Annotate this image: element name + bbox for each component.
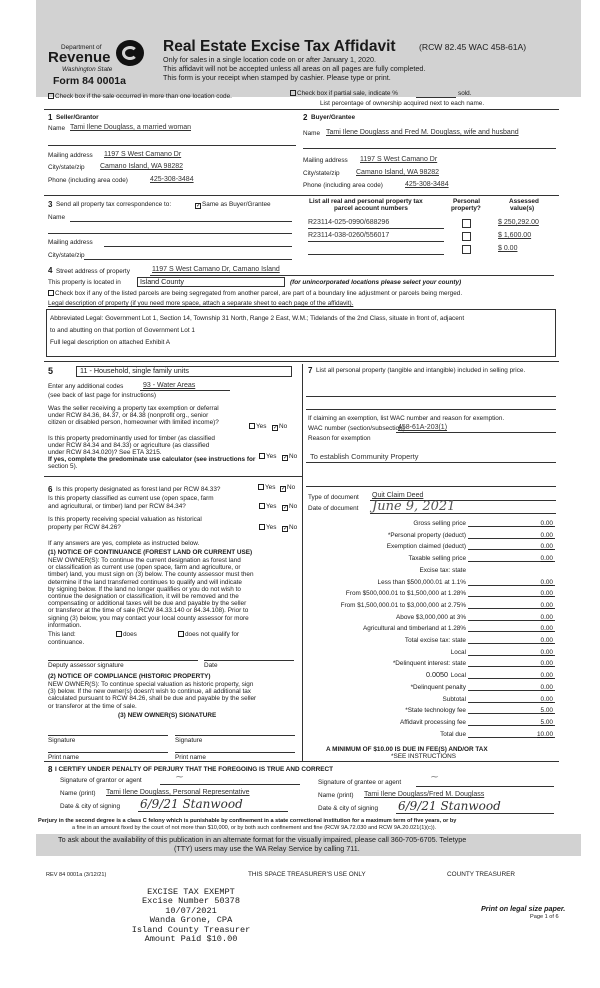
partial-sale-label: Check box if partial sale, indicate % (297, 90, 398, 97)
yes-label: Yes (266, 524, 277, 531)
seller-heading: Seller/Grantor (56, 114, 99, 121)
doctype-field[interactable]: Quit Claim Deed (372, 492, 424, 499)
stamp-line-4: Wanda Grone, CPA (149, 915, 233, 926)
parcel-col-header-2: parcel account numbers (334, 205, 408, 212)
grantee-name-field[interactable]: Tami Ilene Douglass/Fred M. Douglass (364, 791, 485, 798)
grantor-name-label: Name (print) (60, 790, 96, 797)
docdate-label: Date of document (308, 505, 359, 512)
tax-row-value: 0.00 (540, 613, 553, 621)
grantee-date-label: Date & city of signing (318, 805, 379, 812)
n1-line: signing (3) below, you may contact your local county assessor for more (48, 614, 249, 622)
grantee-sig-label: Signature of grantee or agent (318, 779, 402, 786)
tax-row-field[interactable] (468, 625, 555, 632)
tax-row (300, 555, 556, 565)
sec3-label: Send all property tax correspondence to: (56, 201, 172, 208)
dept-label: Department of (61, 44, 102, 51)
tax-row-value: 0.00 (540, 683, 553, 691)
tax-row-label: Taxable selling price (408, 555, 466, 563)
tax-row-value: 0.00 (540, 543, 553, 551)
tax-row-label: Local (450, 648, 466, 656)
sec3-number: 3 (48, 200, 53, 209)
notice3-title: (3) NEW OWNER(S) SIGNATURE (118, 712, 217, 719)
grantee-signature[interactable]: ~ (430, 770, 440, 783)
q1-line-2: under RCW 84.36, 84.37, or 84.38 (nonprofit org., senior (48, 412, 209, 419)
grantee-name-label: Name (print) (318, 792, 354, 799)
does-checkbox[interactable] (116, 631, 137, 638)
checkbox-checked-icon (282, 455, 288, 461)
sec6-q2-line-1: Is this property classified as current use (open space, farm (48, 495, 214, 502)
sec8-number: 8 (48, 765, 53, 774)
state-label: Washington State (62, 66, 113, 73)
tax-row-value: 0.00 (540, 672, 553, 680)
buyer-name-field[interactable]: Tami Ilene Douglass and Fred M. Douglass, wife and husband (326, 129, 519, 136)
stamp-line-5: Island County Treasurer (131, 924, 251, 935)
sec6-q2-line-2: and agricultural, or timber) land per RCW 84.34? (48, 503, 186, 510)
tax-row-field[interactable] (468, 520, 555, 527)
perjury-line-2: a fine in an amount fixed by the court of not more than $10,000, or by both such confinement and fine (RCW 9A.72.030 and RCW 9A.20.021(1)(c)). (72, 825, 437, 831)
tax-row-label: Affidavit processing fee (400, 718, 466, 726)
does-not-checkbox[interactable] (178, 631, 239, 638)
stamp-line-1: EXCISE TAX EXEMPT (147, 887, 235, 897)
reason-field[interactable]: To establish Community Property (310, 452, 419, 461)
tax-row-label: *Delinquent interest: state (392, 660, 466, 668)
tax-row (300, 579, 556, 589)
personal-checkbox-2[interactable] (462, 232, 471, 241)
assessed-value-3[interactable]: $ 0.00 (498, 245, 518, 252)
form-number: Form 84 0001a (53, 75, 126, 87)
tax-row-label: *State technology fee (405, 707, 466, 715)
checkbox-icon (249, 423, 255, 429)
q1-line-1: Was the seller receiving a property tax exemption or deferral (48, 405, 219, 412)
land-use-value: 11 - Household, single family units (80, 366, 189, 375)
form-title: Real Estate Excise Tax Affidavit (163, 38, 396, 55)
checkbox-checked-icon (282, 505, 288, 511)
buyer-phone-field[interactable]: 425-308-3484 (405, 181, 449, 188)
tax-row-value: 5.00 (540, 718, 553, 726)
sec3-name-label: Name (48, 214, 66, 221)
owner-sig-label-1: Signature (48, 737, 76, 744)
tax-row-value: 0.00 (540, 625, 553, 633)
tax-row-field[interactable] (468, 707, 555, 714)
revenue-logo-text: Revenue (48, 49, 111, 66)
county-select[interactable] (137, 277, 285, 287)
tax-row-value: 0.00 (540, 601, 553, 609)
street-field[interactable]: 1197 S West Camano Dr, Camano Island (152, 266, 280, 273)
tax-row (300, 660, 556, 670)
segregated-checkbox[interactable] (48, 290, 462, 297)
seller-city-field[interactable]: Camano Island, WA 98282 (100, 163, 184, 170)
sec2-number: 2 (303, 113, 308, 122)
ask-line-1: To ask about the availability of this publication in an alternate format for the visually impaired, please call 360-705-6705. Teletype (58, 835, 467, 844)
seller-name-field[interactable]: Tami Ilene Douglass, a married woman (70, 124, 191, 131)
tax-row (300, 590, 556, 600)
n1-line: compensating or additional taxes will be due and payable by the seller (48, 600, 247, 608)
grantor-sig-label: Signature of grantor or agent (60, 777, 142, 784)
yes-label: Yes (266, 453, 277, 460)
certify-label: I CERTIFY UNDER PENALTY OF PERJURY THAT THE FOREGOING IS TRUE AND CORRECT (55, 766, 334, 773)
personal-checkbox-3[interactable] (462, 245, 471, 254)
codes-label: Enter any additional codes (48, 383, 124, 390)
stamp-line-2: Excise Number 50378 (142, 896, 240, 907)
q2-line-4: If yes, complete the predominate use calculator (see instructions for (48, 456, 256, 463)
n1-line: information. (48, 621, 82, 629)
owner-print-label-1: Print name (48, 754, 79, 761)
ask-line-2: (TTY) users may use the WA Relay Service by calling 711. (174, 844, 360, 853)
parcel-number-1[interactable]: R23114-025-0990/688296 (308, 219, 390, 226)
same-as-buyer-checkbox[interactable] (195, 201, 271, 209)
tax-row-field[interactable] (468, 660, 555, 667)
tax-row-value: 0.00 (540, 555, 553, 563)
stamp-line-6: Amount Paid $10.00 (144, 934, 238, 945)
tax-row-field[interactable] (468, 532, 555, 539)
no-label: No (279, 423, 288, 430)
header-line-2: This affidavit will not be accepted unless all areas on all pages are fully completed. (163, 64, 426, 73)
tax-row (300, 614, 556, 624)
q2-line-3: under RCW 84.34.020)? See ETA 3215. (48, 449, 162, 456)
n2-line: or transferor at the time of sale. (48, 702, 137, 710)
header-line-1: Only for sales in a single location code on or after January 1, 2020. (163, 55, 376, 64)
assessed-col-header: Assessed (509, 198, 539, 205)
tax-row (300, 696, 556, 706)
tax-row-value: 0.00 (540, 590, 553, 598)
tax-row (300, 543, 556, 553)
checkbox-checked-icon (272, 425, 278, 431)
tax-row-value: 0.00 (540, 660, 553, 668)
legal-paper-note: Print on legal size paper. (481, 904, 566, 913)
notice1-title: (1) NOTICE OF CONTINUANCE (FOREST LAND OR CURRENT USE) (48, 549, 253, 556)
no-label: No (289, 503, 298, 510)
sec1-number: 1 (48, 113, 53, 122)
street-label: Street address of property (56, 268, 130, 275)
sec6-q3-no[interactable] (282, 524, 297, 532)
does-not-label: does not qualify for (185, 631, 239, 638)
parcel-col-header: List all real and personal property tax (309, 198, 423, 205)
tax-row (300, 602, 556, 612)
same-as-buyer-label: Same as Buyer/Grantee (202, 201, 271, 208)
n2-line: NEW OWNER(S): To continue special valuation as historic property, sign (48, 681, 254, 688)
n1-line: continue the designation or classification, it will be removed and the (48, 593, 239, 601)
legal-label: Legal description of property (if you need more space, attach a separate sheet to each page of the affidavit). (48, 300, 354, 307)
multi-location-checkbox[interactable] (48, 93, 232, 100)
tax-row-field[interactable] (468, 696, 555, 703)
sec6-q2-no[interactable] (282, 503, 297, 511)
does-label: does (123, 631, 137, 638)
yes-label: Yes (265, 484, 276, 491)
sec7-label: List all personal property (tangible and intangible) included in selling price. (316, 367, 526, 374)
sec6-number: 6 (48, 485, 53, 494)
seller-city-label: City/state/zip (48, 164, 85, 171)
assessed-value-1[interactable]: $ 250,292.00 (498, 219, 539, 226)
tax-row-value: 0.00 (540, 637, 553, 644)
assessed-col-header-2: value(s) (510, 205, 535, 212)
checkbox-icon (290, 90, 296, 96)
sec6-q3-line-2: property per RCW 84.26? (48, 524, 121, 531)
sec5-number: 5 (48, 366, 54, 376)
treasurer-stamp (116, 888, 266, 944)
buyer-mail-label: Mailing address (303, 157, 348, 164)
buyer-heading: Buyer/Grantee (311, 114, 356, 121)
seller-name-label: Name (48, 125, 66, 132)
tax-row-label: Above $3,000,000 at 3% (396, 613, 466, 621)
deputy-date-label: Date (204, 662, 218, 669)
checkbox-checked-icon (280, 486, 286, 492)
perjury-line-1: Perjury in the second degree is a class C felony which is punishable by confinement in a state correctional institution for a maximum term of five years, or by (38, 818, 457, 824)
seller-mail-field[interactable]: 1197 S West Camano Dr (104, 151, 182, 158)
grantor-date-label: Date & city of signing (60, 803, 121, 810)
checkbox-icon (48, 290, 54, 296)
sec4-number: 4 (48, 266, 53, 275)
county-value: Island County (140, 277, 184, 286)
grantor-signature[interactable]: ~ (175, 770, 185, 783)
tax-row-field[interactable] (468, 637, 555, 644)
tax-row-field[interactable] (468, 649, 555, 656)
tax-row (300, 567, 556, 577)
n1-line: by signing below. If the land no longer qualifies or you do not wish to (48, 585, 241, 593)
q1-line-3: citizen or disabled person, homeowner with limited income)? (48, 419, 219, 426)
seller-phone-field[interactable]: 425-308-3484 (150, 176, 194, 183)
owner-sig-label-2: Signature (175, 737, 203, 744)
q2-line-2: under RCW 84.34 and 84.33) or agriculture (as classified (48, 442, 210, 449)
yes-label: Yes (256, 423, 267, 430)
personal-checkbox-1[interactable] (462, 219, 471, 228)
tax-row-value: 0.00 (540, 531, 553, 539)
segregated-label: Check box if any of the listed parcels are being segregated from another parcel, are part of a boundary line adjustment or parcels being merged. (55, 290, 463, 297)
q1-yes-checkbox[interactable] (249, 423, 266, 430)
partial-sale-checkbox[interactable] (290, 90, 398, 97)
tax-row (300, 649, 556, 659)
continuance-label: continuance. (48, 639, 85, 646)
minimum-due-note: A MINIMUM OF $10.00 IS DUE IN FEE(S) AND/OR TAX (326, 746, 488, 753)
notice2-title: (2) NOTICE OF COMPLIANCE (HISTORIC PROPERTY) (48, 673, 211, 680)
no-label: No (287, 484, 296, 491)
buyer-city-field[interactable]: Camano Island, WA 98282 (356, 169, 440, 176)
n2-line: (3) below. If the new owner(s) doesn't wish to continue, all additional tax (48, 688, 251, 696)
seller-phone-label: Phone (including area code) (48, 177, 128, 184)
buyer-name-label: Name (303, 130, 321, 137)
q2-line-1: Is this property predominantly used for timber (as classified (48, 435, 215, 442)
checkbox-checked-icon (195, 203, 201, 209)
yes-label: Yes (266, 503, 277, 510)
tax-row-field[interactable] (468, 614, 555, 621)
q1-no-checkbox[interactable] (272, 423, 287, 431)
sec6-q1-no[interactable] (280, 484, 295, 492)
tax-row-field[interactable] (468, 579, 555, 586)
tax-row-field[interactable] (468, 672, 555, 679)
tax-row (300, 625, 556, 635)
legal-line-2: to and abutting on that portion of Government Lot 1 (50, 327, 195, 334)
reason-label: Reason for exemption (308, 435, 371, 442)
located-label: This property is located in (48, 279, 121, 286)
sec6-q3-line-1: Is this property receiving special valuation as historical (48, 516, 202, 523)
sec7-number: 7 (308, 366, 313, 375)
sec6-ifany: If any answers are yes, complete as instructed below. (48, 540, 200, 547)
tax-row-field[interactable] (468, 590, 555, 597)
tax-row-label: *Personal property (deduct) (387, 531, 466, 539)
sec6-q1: Is this property designated as forest land per RCW 84.33? (56, 486, 221, 493)
sec3-city-label: City/state/zip (48, 252, 85, 259)
county-treasurer-label: COUNTY TREASURER (447, 871, 515, 878)
docdate-field[interactable]: June 9, 2021 (372, 499, 456, 514)
tax-row-value: 0.00 (540, 695, 553, 703)
partial-list-note: List percentage of ownership acquired next to each name. (320, 100, 485, 107)
rev-label: REV 84 0001a (3/12/21) (46, 872, 107, 878)
codes-see: (see back of last page for instructions) (48, 392, 156, 399)
tax-row-label: Local (450, 672, 466, 680)
tax-row-label: Gross selling price (413, 520, 466, 527)
checkbox-icon (259, 453, 265, 459)
notice1-text (48, 557, 254, 629)
tax-row-value: 0.00 (540, 520, 553, 527)
tax-row (300, 684, 556, 694)
personal-col-header: Personal (453, 198, 480, 205)
tax-row (300, 707, 556, 717)
tax-row-label: Exemption claimed (deduct) (386, 543, 466, 551)
legal-line-3: Full legal description on attached Exhibit A (50, 339, 171, 346)
dor-logo-icon (116, 40, 144, 66)
codes-field[interactable]: 93 - Water Areas (143, 382, 196, 389)
legal-line-1: Abbreviated Legal: Government Lot 1, Section 14, Township 31 North, Range 2 East, W.M.; Tidelands of the 2nd Class, situate in front of, adjacent (50, 315, 465, 322)
tax-row-field[interactable] (468, 731, 555, 738)
tax-row-value: 0.00 (540, 578, 553, 586)
tax-row-label: Less than $500,000.01 at 1.1% (377, 578, 466, 586)
no-label: No (289, 524, 298, 531)
n1-line: or classification as current use (open space, farm and agriculture, or (48, 564, 241, 572)
sec3-mail-label: Mailing address (48, 239, 93, 246)
checkbox-icon (116, 631, 122, 637)
local-rate: 0.0050 (426, 670, 448, 679)
stamp-line-3: 10/07/2021 (165, 905, 217, 916)
n2-line: calculated pursuant to RCW 84.26, shall be due and payable by the seller (48, 695, 257, 703)
buyer-phone-label: Phone (including area code) (303, 182, 383, 189)
multi-location-label: Check box if the sale occurred in more than one location code. (55, 93, 232, 100)
checkbox-icon (48, 93, 54, 99)
land-use-select[interactable] (76, 366, 292, 377)
wac-label: WAC number (section/subsection) (308, 425, 405, 432)
no-label: No (289, 453, 298, 460)
tax-row-value: 10.00 (537, 730, 553, 738)
checkbox-icon (259, 503, 265, 509)
buyer-city-label: City/state/zip (303, 170, 340, 177)
n1-line: determine if the land transferred continues to qualify and will indicate (48, 578, 242, 586)
tax-row-label: Agricultural and timberland at 1.28% (362, 625, 466, 633)
header-line-3: This form is your receipt when stamped by cashier. Please type or print. (163, 73, 391, 82)
q2-yes-checkbox[interactable] (259, 453, 276, 460)
deputy-sig-label: Deputy assessor signature (48, 662, 124, 669)
grantor-date-field[interactable]: 6/9/21 Stanwood (140, 797, 243, 811)
notice2-text (48, 681, 256, 710)
tax-row (300, 637, 556, 647)
checkbox-checked-icon (282, 526, 288, 532)
buyer-mail-field[interactable]: 1197 S West Camano Dr (360, 156, 438, 163)
tax-row-value: 0.00 (540, 648, 553, 656)
personal-col-header-2: property? (451, 205, 481, 212)
treasurer-only-label: THIS SPACE TREASURER'S USE ONLY (248, 871, 366, 878)
n1-line: timber) land, you must sign on (3) below. The county assessor must then (48, 571, 254, 579)
tax-row-label: Subtotal (442, 695, 466, 703)
unincorporated-note: (for unincorporated locations please select your county) (290, 279, 462, 286)
doctype-label: Type of document (308, 494, 359, 501)
tax-row-value: 5.00 (540, 707, 553, 715)
assessed-value-2[interactable]: $ 1,600.00 (498, 232, 532, 239)
tax-row (300, 532, 556, 542)
sec6-q3-yes[interactable] (259, 524, 276, 531)
grantee-date-field[interactable]: 6/9/21 Stanwood (398, 799, 501, 813)
tax-row-field[interactable] (468, 543, 555, 550)
checkbox-icon (178, 631, 184, 637)
tax-row-field[interactable] (468, 555, 555, 562)
tax-row (300, 719, 556, 729)
tax-row-field[interactable] (468, 602, 555, 609)
tax-row-label: From $1,500,000.01 to $3,000,000 at 2.75% (340, 601, 466, 609)
grantor-name-field[interactable]: Tami Ilene Douglass, Personal Representative (106, 789, 250, 796)
tax-row-field[interactable] (468, 684, 555, 691)
q2-no-checkbox[interactable] (282, 453, 297, 461)
q2-line-5: section 5). (48, 463, 78, 470)
claim-label: If claiming an exemption, list WAC number and reason for exemption. (308, 415, 505, 422)
seller-mail-label: Mailing address (48, 152, 93, 159)
tax-row-label: Total due (440, 730, 466, 738)
sec6-q2-yes[interactable] (259, 503, 276, 510)
page-number: Page 1 of 6 (530, 914, 559, 920)
tax-row-field[interactable] (468, 719, 555, 726)
wac-field[interactable]: 458-61A-203(1) (398, 424, 448, 431)
tax-row (300, 520, 556, 530)
rcw-ref: (RCW 82.45 WAC 458-61A) (419, 42, 527, 52)
tax-row-label: Excise tax: state (419, 566, 466, 574)
n1-line: NEW OWNER(S): To continue the current designation as forest land (48, 557, 241, 564)
partial-sold-label: sold. (458, 90, 472, 97)
parcel-number-2[interactable]: R23114-038-0260/556017 (308, 232, 390, 239)
tax-row (300, 731, 556, 741)
checkbox-icon (259, 524, 265, 530)
thisland-label: This land: (48, 631, 76, 638)
tax-row-label: Total excise tax: state (404, 637, 466, 644)
owner-print-label-2: Print name (175, 754, 206, 761)
see-instructions-note: *SEE INSTRUCTIONS (391, 753, 456, 760)
checkbox-icon (258, 484, 264, 490)
n1-line: or transferor at the time of sale (RCW 84.33.140 or 84.34.108). Prior to (48, 607, 249, 615)
tax-row-label: *Delinquent penalty (410, 683, 466, 691)
tax-row-label: From $500,000.01 to $1,500,000 at 1.28% (345, 590, 466, 598)
sec6-q1-yes[interactable] (258, 484, 275, 491)
